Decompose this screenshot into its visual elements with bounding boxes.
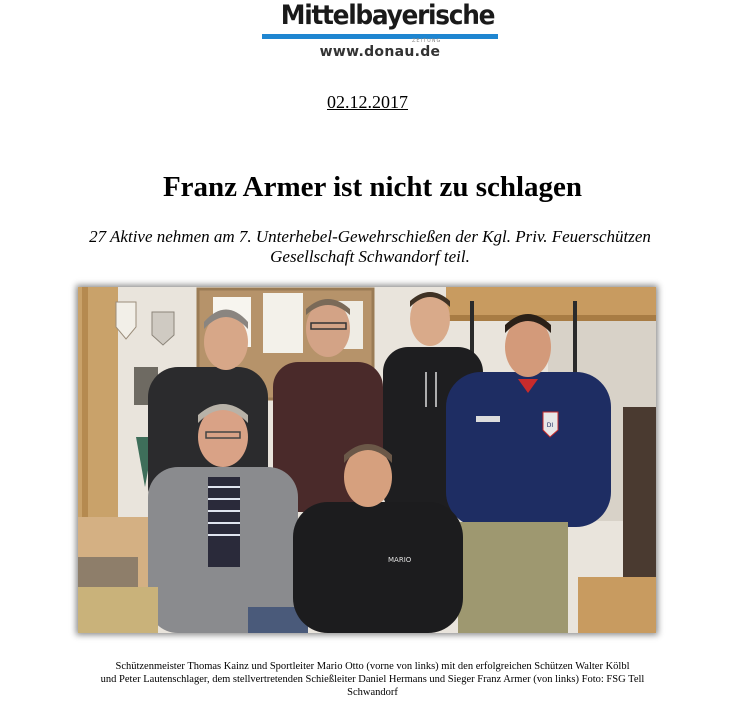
pullover-badge-text: DI bbox=[546, 422, 554, 429]
subline-line-1: 27 Aktive nehmen am 7. Unterhebel-Gewehrschießen der Kgl. Priv. Feuerschützen bbox=[89, 227, 651, 246]
newspaper-logo: Mittelbayerische bbox=[280, 0, 495, 31]
subline-line-2: Gesellschaft Schwandorf teil. bbox=[270, 247, 470, 266]
masthead-subtag: ZEITUNG bbox=[412, 38, 442, 44]
article-photo bbox=[78, 287, 656, 633]
masthead bbox=[262, 0, 498, 62]
photo-caption bbox=[0, 660, 735, 699]
caption-line-1: Schützenmeister Thomas Kainz und Sportleiter Mario Otto (vorne von links) mit den erfolgreichen Schützen Walter Kölbl bbox=[115, 661, 630, 672]
article-headline: Franz Armer ist nicht zu schlagen bbox=[162, 171, 583, 203]
article-subline bbox=[20, 227, 720, 267]
jacket-print-text: MARIO bbox=[388, 556, 412, 564]
masthead-url: www.donau.de bbox=[319, 44, 441, 60]
caption-line-2: und Peter Lautenschlager, dem stellvertretenden Schießleiter Daniel Hermans und Sieger Franz Armer (von links) Foto: FSG Tell bbox=[100, 674, 645, 685]
article-date: 02.12.2017 bbox=[327, 92, 408, 112]
group-photo-illustration bbox=[78, 287, 656, 633]
masthead-accent-bar bbox=[262, 34, 498, 39]
caption-line-3: Schwandorf bbox=[347, 687, 398, 698]
